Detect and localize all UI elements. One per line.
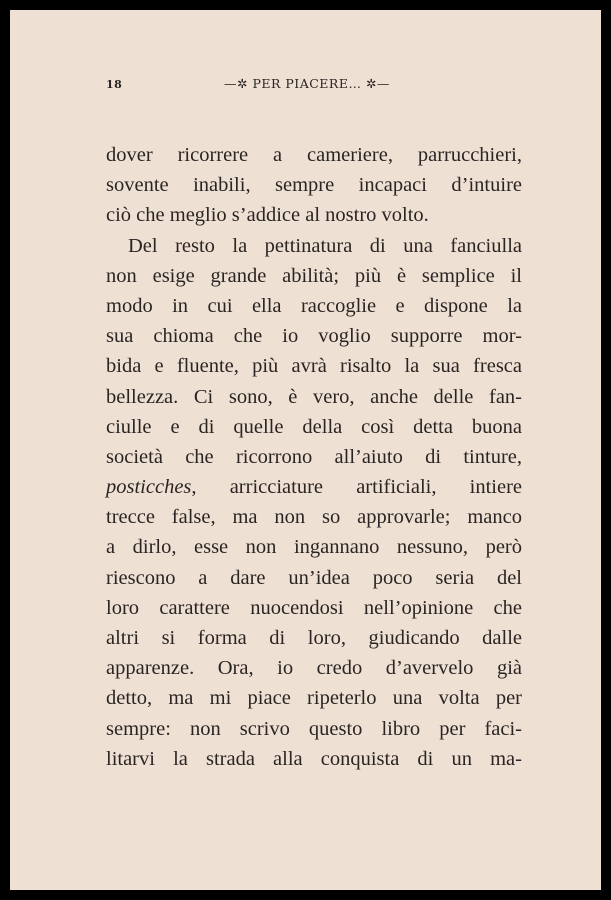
text-line: Del resto la pettinatura di una fanciulla: [128, 234, 522, 257]
text-line: detto, ma mi piace ripeterlo una volta per: [106, 687, 522, 710]
page-header: [106, 76, 521, 96]
text-line: apparenze. Ora, io credo d’avervelo già: [106, 657, 522, 680]
text-line: non esige grande abilità; più è semplice il: [106, 264, 522, 287]
text-line: ciò che meglio s’addice al nostro volto.: [106, 204, 429, 227]
text-line: riescono a dare un’idea poco seria del: [106, 566, 522, 589]
text-line: sua chioma che io voglio supporre mor-: [106, 325, 522, 348]
page-number: 18: [106, 78, 123, 91]
body-text: [106, 140, 522, 774]
text-line-rest: , arricciature artificiali, intiere: [191, 476, 522, 499]
book-page: [10, 10, 601, 890]
text-line: bida e fluente, più avrà risalto la sua fresca: [106, 355, 522, 378]
text-line: modo in cui ella raccoglie e dispone la: [106, 294, 522, 317]
text-line: loro carattere nuocendosi nell’opinione che: [106, 596, 522, 619]
text-line: bellezza. Ci sono, è vero, anche delle fan-: [106, 385, 522, 408]
text-line: ciulle e di quelle della così detta buona: [106, 415, 522, 438]
text-line: società che ricorrono all’aiuto di tinture,: [106, 445, 522, 468]
italic-word: posticches: [106, 476, 192, 499]
text-line: sovente inabili, sempre incapaci d’intuire: [106, 174, 522, 197]
text-line: litarvi la strada alla conquista di un ma-: [106, 747, 522, 770]
text-line: altri si forma di loro, giudicando dalle: [106, 627, 522, 649]
text-line: dover ricorrere a cameriere, parrucchieri,: [106, 144, 522, 166]
text-line: sempre: non scrivo questo libro per faci-: [106, 717, 522, 740]
text-line-mixed: [106, 472, 522, 502]
text-line: trecce false, ma non so approvarle; manco: [106, 506, 522, 529]
text-line: a dirlo, esse non ingannano nessuno, però: [106, 536, 522, 559]
running-head: —✲ PER PIACERE… ✲—: [224, 76, 390, 91]
